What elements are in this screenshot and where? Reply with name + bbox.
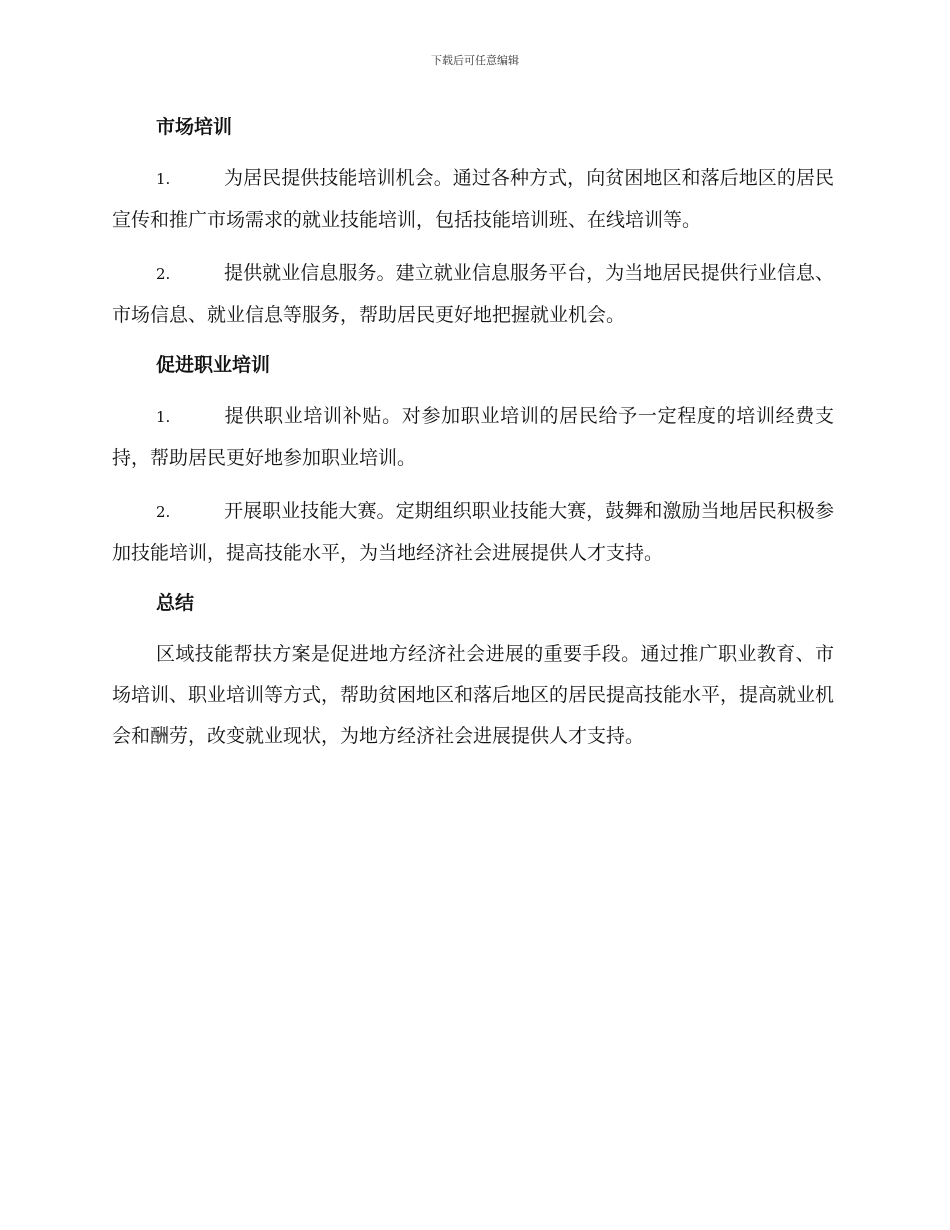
section-heading-market-training: 市场培训: [156, 116, 233, 138]
list-item-number: 1.: [156, 408, 171, 426]
list-item: [112, 158, 834, 241]
document-body: [112, 110, 834, 757]
list-item-text: 提供职业培训补贴。对参加职业培训的居民给予一定程度的培训经费支持，帮助居民更好地参加职业培训。: [112, 405, 834, 469]
summary-paragraph: 区域技能帮扶方案是促进地方经济社会进展的重要手段。通过推广职业教育、市场培训、职业培训等方式，帮助贫困地区和落后地区的居民提高技能水平，提高就业机会和酬劳，改变就业现状，为地方经济社会进展提供人才支持。: [112, 643, 835, 747]
list-item-text: 为居民提供技能培训机会。通过各种方式，向贫困地区和落后地区的居民宣传和推广市场需求的就业技能培训，包括技能培训班、在线培训等。: [112, 167, 834, 231]
page-header-note: 下载后可任意编辑: [431, 54, 519, 67]
section-heading-summary: 总结: [156, 592, 195, 614]
section-heading-vocational-training: 促进职业培训: [156, 354, 271, 376]
list-item-number: 2.: [156, 503, 171, 521]
list-item: [112, 253, 834, 336]
list-item: [112, 396, 834, 479]
list-item-text: 提供就业信息服务。建立就业信息服务平台，为当地居民提供行业信息、市场信息、就业信息等服务，帮助居民更好地把握就业机会。: [112, 262, 834, 326]
list-item-number: 2.: [156, 265, 171, 283]
list-item-number: 1.: [156, 170, 171, 188]
list-item-text: 开展职业技能大赛。定期组织职业技能大赛，鼓舞和激励当地居民积极参加技能培训，提高技能水平，为当地经济社会进展提供人才支持。: [112, 500, 834, 564]
list-item: [112, 491, 834, 574]
